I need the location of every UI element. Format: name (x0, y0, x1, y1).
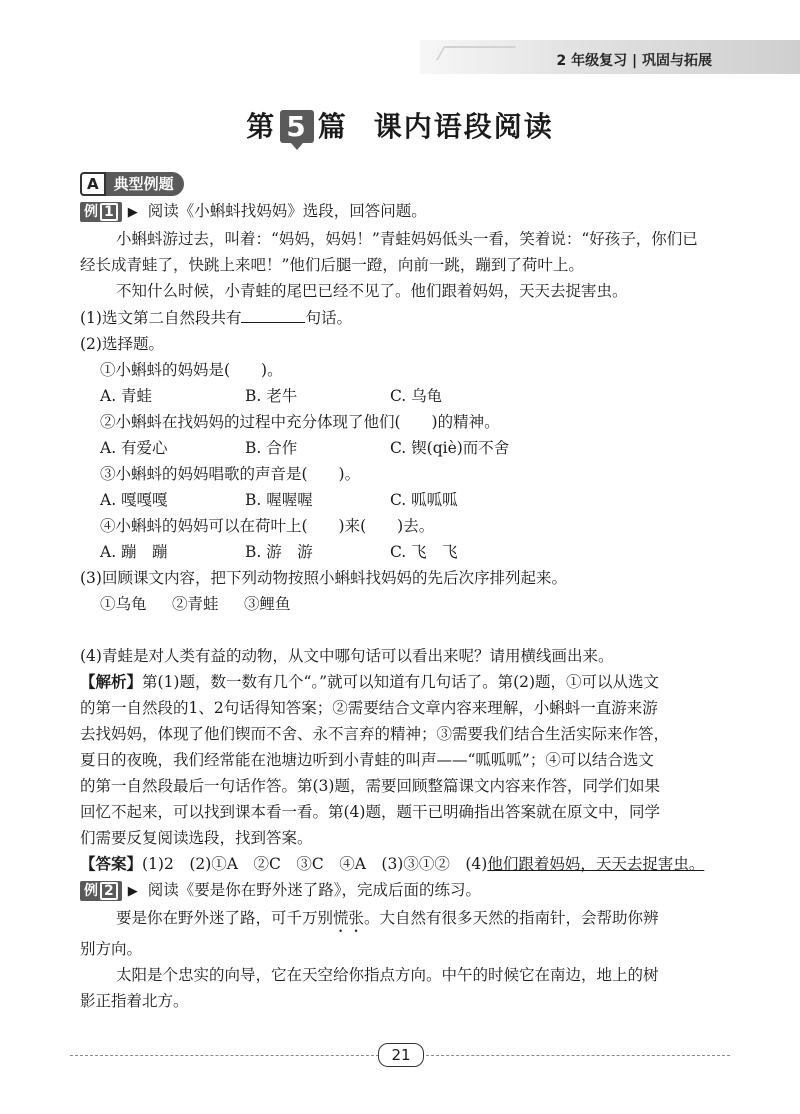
analysis-line: 回忆不起来，可以找到课本看一看。第(4)题，题干已明确指出答案就在原文中，同学 (80, 803, 660, 821)
header-label: 2 年级复习 | 巩固与拓展 (556, 53, 712, 69)
example1-instruction: 阅读《小蝌蚪找妈妈》选段，回答问题。 (147, 202, 427, 220)
analysis-line: 们需要反复阅读选段，找到答案。 (80, 829, 313, 847)
option[interactable]: A. 青蛙 (100, 387, 153, 405)
option: ③鲤鱼 (244, 595, 291, 613)
question-3: (3)回顾课文内容，把下列动物按照小蝌蚪找妈妈的先后次序排列起来。 (80, 569, 567, 587)
option[interactable]: B. 老牛 (245, 387, 298, 405)
options-2-4 (80, 539, 730, 565)
option[interactable]: C. 乌龟 (390, 387, 443, 405)
analysis-line: 的第一自然段最后一句话作答。第(3)题，需要回顾整篇课文内容来作答，同学们如果 (80, 777, 660, 795)
example1-badge: 例 1 (80, 202, 122, 222)
page-number: 21 (378, 1043, 424, 1067)
analysis-line: 去找妈妈，体现了他们锲而不舍、永不言弃的精神；③需要我们结合生活实际来作答， (80, 725, 670, 743)
passage-line: 要是你在野外迷了路，可千万别慌张。大自然有很多天然的指南针，会帮助你辨 (116, 909, 659, 927)
section-tag (80, 172, 184, 196)
question-4: (4)青蛙是对人类有益的动物，从文中哪句话可以看出来呢？请用横线画出来。 (80, 647, 614, 665)
option[interactable]: B. 喔喔喔 (245, 491, 313, 509)
option[interactable]: A. 嘎嘎嘎 (100, 491, 168, 509)
question-2-1: ①小蝌蚪的妈妈是( )。 (100, 361, 283, 379)
question-2-2: ②小蝌蚪在找妈妈的过程中充分体现了他们( )的精神。 (100, 413, 500, 431)
page-title (0, 105, 800, 145)
answer-blank[interactable] (241, 304, 305, 323)
options-2-1 (80, 383, 730, 409)
passage-line: 经长成青蛙了，快跳上来吧！”他们后腿一蹬，向前一跳，蹦到了荷叶上。 (80, 256, 584, 274)
options-2-2 (80, 435, 730, 461)
question-2-3: ③小蝌蚪的妈妈唱歌的声音是( )。 (100, 465, 361, 483)
passage-line: 别方向。 (80, 940, 143, 958)
title-prefix: 第 (246, 110, 277, 143)
example2-badge: 例 2 (80, 881, 122, 901)
title-text: 课内语段阅读 (373, 110, 554, 143)
answer-line: 【答案】(1)2 (2)①A ②C ③C ④A (3)③①② (4)他们跟着妈妈，天天去捉害虫。 (80, 854, 705, 873)
content (80, 198, 730, 1014)
option[interactable]: C. 呱呱呱 (390, 491, 458, 509)
option[interactable]: A. 蹦 蹦 (100, 543, 168, 561)
dotted-word: 慌张 (333, 909, 365, 927)
option[interactable]: A. 有爱心 (100, 439, 168, 457)
question-1: (1)选文第二自然段共有 句话。 (80, 304, 730, 331)
analysis-label: 【解析】 (80, 672, 143, 691)
example2-instruction: 阅读《要是你在野外迷了路》，完成后面的练习。 (147, 881, 482, 899)
arrow-icon: ▶ (127, 205, 138, 220)
example2-heading (80, 877, 730, 905)
example1-heading (80, 198, 730, 226)
option: ①乌龟 (100, 595, 147, 613)
title-suffix: 篇 (317, 110, 348, 143)
answer-label: 【答案】 (80, 854, 143, 873)
answer-underlined: 他们跟着妈妈，天天去捉害虫。 (487, 855, 705, 873)
title-number: 5 (280, 110, 313, 143)
arrow-icon: ▶ (127, 884, 138, 899)
passage-line: 不知什么时候，小青蛙的尾巴已经不见了。他们跟着妈妈，天天去捉害虫。 (116, 282, 628, 300)
analysis-line: 夏日的夜晚，我们经常能在池塘边听到小青蛙的叫声——“呱呱呱”；④可以结合选文 (80, 751, 654, 769)
option[interactable]: C. 锲(qiè)而不舍 (390, 439, 510, 457)
passage-line: 小蝌蚪游过去，叫着：“妈妈，妈妈！”青蛙妈妈低头一看，笑着说：“好孩子，你们已 (116, 230, 698, 248)
analysis-line: 的第一自然段的1、2句话得知答案；②需要结合文章内容来理解，小蝌蚪一直游来游 (80, 699, 658, 717)
section-label: 典型例题 (106, 172, 184, 196)
option[interactable]: B. 合作 (245, 439, 298, 457)
options-2-3 (80, 487, 730, 513)
passage-line: 太阳是个忠实的向导，它在天空给你指点方向。中午的时候它在南边，地上的树 (116, 966, 659, 984)
question-2-4: ④小蝌蚪的妈妈可以在荷叶上( )来( )去。 (100, 517, 435, 535)
section-letter: A (80, 172, 106, 196)
option[interactable]: B. 游 游 (245, 543, 313, 561)
option: ②青蛙 (172, 595, 219, 613)
analysis-line: 【解析】第(1)题，数一数有几个“。”就可以知道有几句话了。第(2)题，①可以从选文 (80, 672, 660, 691)
question-2: (2)选择题。 (80, 335, 164, 353)
options-3 (80, 591, 730, 617)
passage-line: 影正指着北方。 (80, 992, 189, 1010)
option[interactable]: C. 飞 飞 (390, 543, 458, 561)
